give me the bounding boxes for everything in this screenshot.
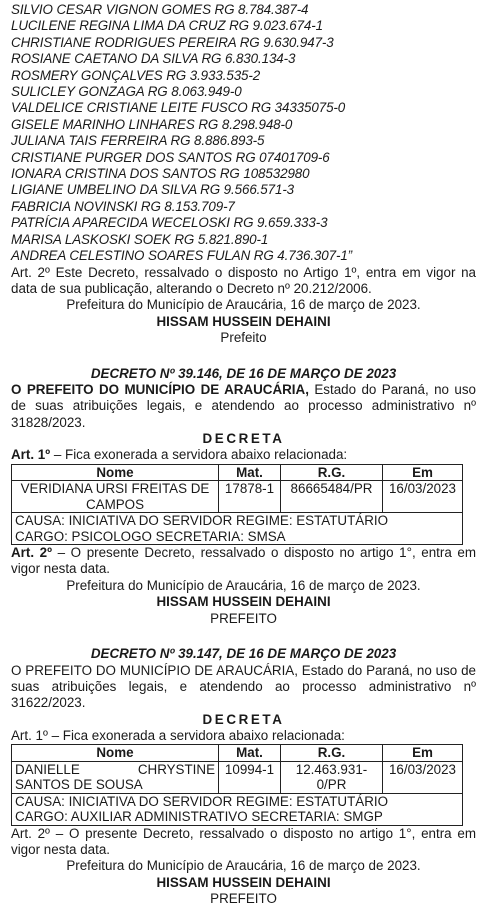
servant-table: [11, 744, 463, 826]
cell-nome: DANIELLE CHRYSTINE SANTOS DE SOUSA: [12, 761, 219, 793]
cargo-text: CARGO: PSICOLOGO SECRETARIA: SMSA: [15, 528, 286, 544]
decreta-heading: DECRETA: [202, 431, 285, 447]
signer-name: HISSAM HUSSEIN DEHAINI: [156, 874, 331, 890]
list-item: LIGIANE UMBELINO DA SILVA RG 9.566.571-3: [11, 182, 295, 198]
signer-role: PREFEITO: [210, 610, 277, 626]
decree-39146: [11, 366, 476, 628]
decreta-heading: DECRETA: [202, 711, 285, 727]
cell-mat: 17878-1: [219, 481, 281, 513]
article-2-label: Art. 2º: [11, 545, 53, 561]
cell-causa: [12, 793, 463, 825]
article-1: [11, 447, 476, 463]
table-header-row: [12, 464, 463, 481]
table-header-row: [12, 745, 463, 762]
cell-nome: VERIDIANA URSI FREITAS DE CAMPOS: [12, 481, 219, 513]
cell-rg: 12.463.931-0/PR: [281, 761, 383, 793]
list-item: ROSMERY GONÇALVES RG 3.933.535-2: [11, 67, 261, 83]
article-2: Art. 2º – O presente Decreto, ressalvado o disposto no artigo 1°, entra em vigor nesta data.: [11, 825, 476, 858]
cell-rg: 86665484/PR: [281, 481, 383, 513]
list-item: CRISTIANE PURGER DOS SANTOS RG 07401709-6: [11, 149, 330, 165]
causa-text: CAUSA: INICIATIVA DO SERVIDOR REGIME: ESTATUTÁRIO: [15, 513, 389, 529]
decree-39147: [11, 646, 476, 908]
place-date: Prefeitura do Município de Araucária, 16 de março de 2023.: [66, 577, 421, 593]
list-item: MARISA LASKOSKI SOEK RG 5.821.890-1: [11, 231, 269, 247]
document-page: [11, 0, 476, 908]
causa-text: CAUSA: INICIATIVA DO SERVIDOR REGIME: ESTATUTÁRIO: [15, 793, 389, 809]
article-1-label: Art. 1º: [11, 447, 51, 463]
header-mat: Mat.: [219, 745, 281, 762]
cargo-text: CARGO: AUXILIAR ADMINISTRATIVO SECRETARIA: SMGP: [15, 809, 383, 825]
list-item: ANDREA CELESTINO SOARES FULAN RG 4.736.307-1”: [11, 248, 353, 264]
cell-em: 16/03/2023: [383, 761, 463, 793]
signer-name: HISSAM HUSSEIN DEHAINI: [156, 313, 331, 329]
list-item: FABRICIA NOVINSKI RG 8.153.709-7: [11, 198, 235, 214]
article-1-text: – Fica exonerada a servidora abaixo relacionada:: [50, 447, 348, 463]
cell-em: 16/03/2023: [383, 481, 463, 513]
header-rg: R.G.: [281, 745, 383, 762]
list-item: PATRÍCIA APARECIDA WECELOSKI RG 9.659.333-3: [11, 215, 328, 231]
table-row: [12, 761, 463, 793]
cell-mat: 10994-1: [219, 761, 281, 793]
list-item: SILVIO CESAR VIGNON GOMES RG 8.784.387-4: [11, 2, 309, 17]
intro-rest: Estado do Paraná, no uso de suas atribuições legais, e atendendo ao processo administrativo nº 31828/2023.: [11, 381, 476, 430]
article-2-text: – O presente Decreto, ressalvado o disposto no artigo 1°, entra em vigor nesta data.: [11, 545, 476, 577]
header-rg: R.G.: [281, 464, 383, 481]
signer-role: PREFEITO: [210, 891, 277, 907]
article-2: [11, 545, 476, 578]
list-item: LUCILENE REGINA LIMA DA CRUZ RG 9.023.674-1: [11, 18, 323, 34]
header-nome: Nome: [12, 464, 219, 481]
table-row: [12, 481, 463, 513]
servant-table: [11, 464, 463, 546]
list-item: IONARA CRISTINA DOS SANTOS RG 108532980: [11, 166, 310, 182]
list-item: CHRISTIANE RODRIGUES PEREIRA RG 9.630.947-3: [11, 34, 334, 50]
signer-name: HISSAM HUSSEIN DEHAINI: [156, 594, 331, 610]
article-2-text: Art. 2º Este Decreto, ressalvado o disposto no Artigo 1º, entra em vigor na data de sua publicação, alterando o Decreto nº 20.212/2006.: [11, 264, 476, 296]
list-item: GISELE MARINHO LINHARES RG 8.298.948-0: [11, 116, 293, 132]
header-mat: Mat.: [219, 464, 281, 481]
signer-role: Prefeito: [220, 330, 267, 346]
article-1: Art. 1º – Fica exonerada a servidora abaixo relacionada:: [11, 727, 345, 743]
header-em: Em: [383, 745, 463, 762]
list-item: SULICLEY GONZAGA RG 8.063.949-0: [11, 84, 242, 100]
decree-title: DECRETO Nº 39.147, DE 16 DE MARÇO DE 2023: [90, 646, 397, 662]
intro-bold: O PREFEITO DO MUNICÍPIO DE ARAUCÁRIA,: [11, 381, 309, 397]
decree-intro: O PREFEITO DO MUNICÍPIO DE ARAUCÁRIA, Estado do Paraná, no uso de suas atribuições legais, e atendendo ao processo administrativo nº 31622/2023.: [11, 662, 476, 711]
decree-title: DECRETO Nº 39.146, DE 16 DE MARÇO DE 2023: [90, 365, 397, 381]
place-date: Prefeitura do Município de Araucária, 16 de março de 2023.: [66, 858, 421, 874]
list-item: ROSIANE CAETANO DA SILVA RG 6.830.134-3: [11, 51, 296, 67]
table-causa-row: [12, 793, 463, 825]
list-item: JULIANA TAIS FERREIRA RG 8.886.893-5: [11, 133, 265, 149]
names-list: [11, 2, 476, 265]
decree-intro: [11, 382, 476, 431]
place-date: Prefeitura do Município de Araucária, 16 de março de 2023.: [66, 297, 421, 313]
header-nome: Nome: [12, 745, 219, 762]
table-causa-row: [12, 513, 463, 545]
cell-causa: [12, 513, 463, 545]
list-item: VALDELICE CRISTIANE LEITE FUSCO RG 34335075-0: [11, 100, 346, 116]
header-em: Em: [383, 464, 463, 481]
